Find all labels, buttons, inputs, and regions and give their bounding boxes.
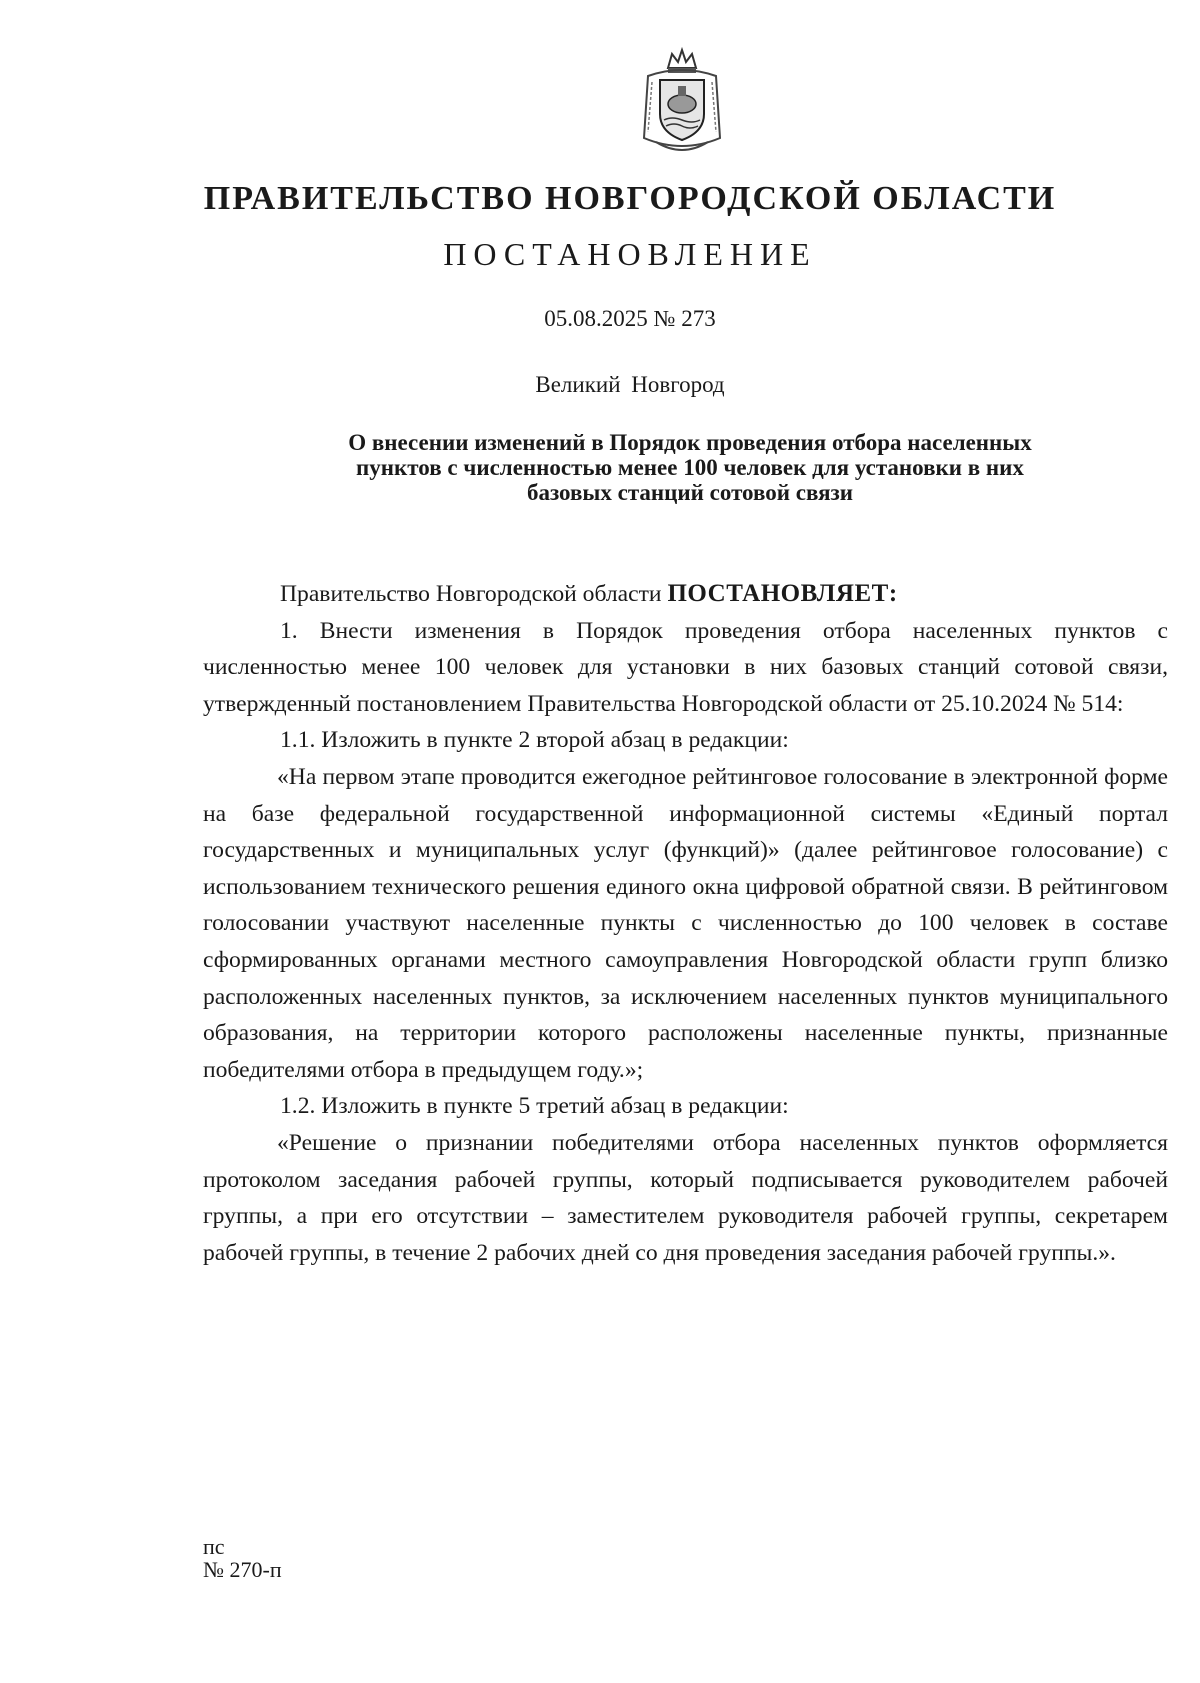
footer-number: № 270-п [203, 1557, 282, 1582]
document-type: ПОСТАНОВЛЕНИЕ [443, 236, 817, 272]
preamble-text: Правительство Новгородской области [280, 581, 668, 607]
title-line: пунктов с численностью менее 100 человек для установки в них [356, 455, 1024, 480]
preamble-keyword: ПОСТАНОВЛЯЕТ: [667, 580, 898, 607]
paragraph-1-1: 1.1. Изложить в пункте 2 второй абзац в редакции: [280, 727, 789, 754]
paragraph-1-2-quote: «Решение о признании победителями отбора населенных пунктов оформляется протоколом заседания рабочей группы, который подписывается руководителем рабочей группы, а при его отсутствии – заместителем руководителя рабочей группы, секретарем рабочей группы, в течение 2 рабочих дней со дня проведения заседания рабочей группы.». [203, 1129, 1168, 1266]
document-title [250, 430, 1130, 505]
paragraph-1-1-quote: «На первом этапе проводится ежегодное рейтинговое голосование в электронной форме на базе федеральной государственной информационной системы «Единый портал государственных и муниципальных услуг (функций)» (далее рейтинговое голосование) с использованием технического решения единого окна цифровой обратной связи. В рейтинговом голосовании участвуют населенные пункты с численностью до 100 человек в составе сформированных органами местного самоуправления Новгородской области групп близко расположенных населенных пунктов, за исключением населенных пунктов муниципального образования, на территории которого расположены населенные пункты, признанные победителями отбора в предыдущем году.»; [203, 763, 1168, 1083]
footer-mark: пс [203, 1534, 225, 1559]
title-line: базовых станций сотовой связи [526, 480, 854, 505]
paragraph-1: 1. Внести изменения в Порядок проведения отбора населенных пунктов с численностью менее 100 человек для установки в них базовых станций сотовой связи, утвержденный постановлением Правительства Новгородской области от 25.10.2024 № 514: [203, 617, 1168, 717]
document-body [203, 576, 1168, 1271]
paragraph-1-2: 1.2. Изложить в пункте 5 третий абзац в редакции: [280, 1093, 789, 1120]
footer-registration [203, 1535, 282, 1581]
city-name: Великий Новгород [535, 372, 725, 397]
preamble [203, 576, 1168, 613]
title-line: О внесении изменений в Порядок проведения отбора населенных [348, 430, 1032, 455]
date-and-number: 05.08.2025 № 273 [544, 306, 716, 331]
organization-name: ПРАВИТЕЛЬСТВО НОВГОРОДСКОЙ ОБЛАСТИ [203, 180, 1057, 217]
coat-of-arms-icon [638, 46, 726, 156]
